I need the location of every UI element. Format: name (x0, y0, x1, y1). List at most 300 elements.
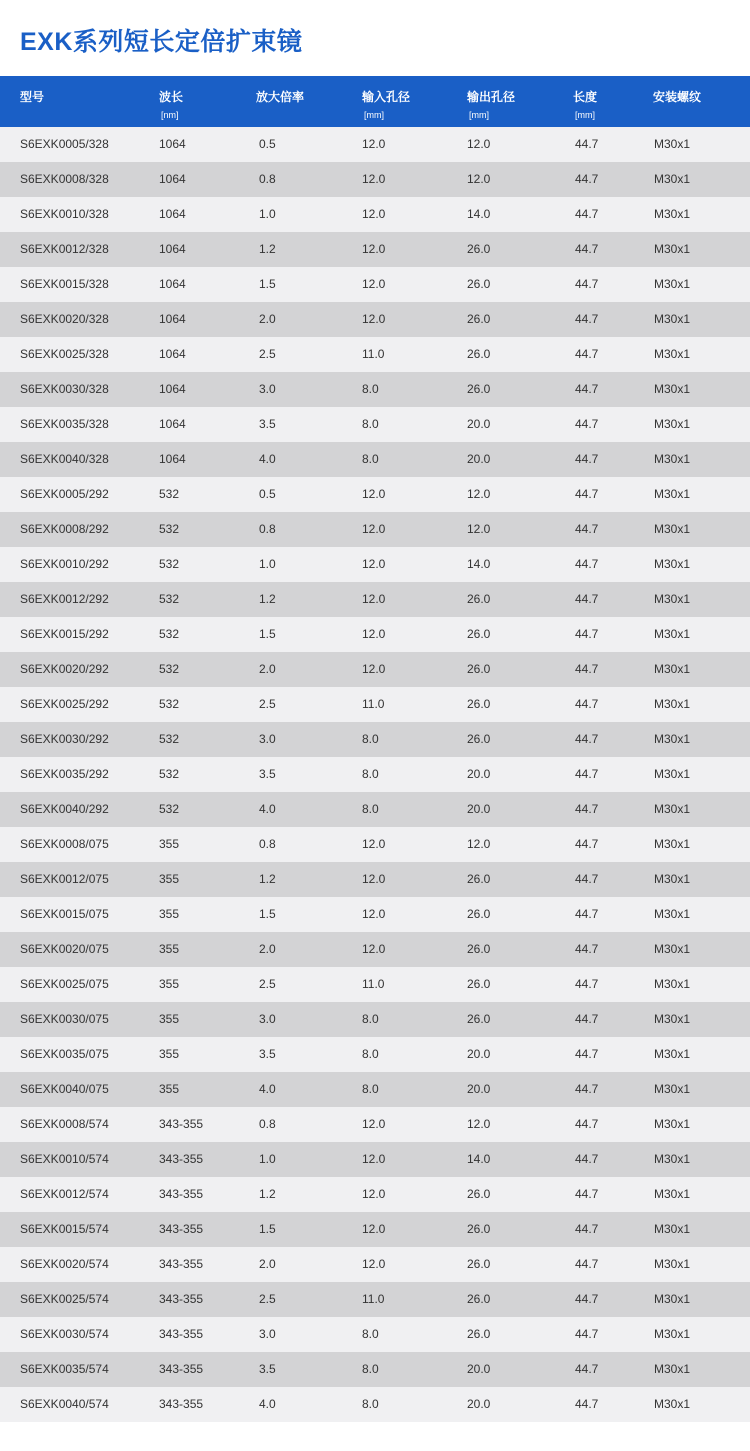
cell-model: S6EXK0030/574 (20, 1327, 109, 1341)
cell-length: 44.7 (575, 1362, 599, 1376)
cell-mount-thread: M30x1 (654, 1047, 691, 1061)
cell-wavelength: 355 (159, 907, 180, 921)
cell-model: S6EXK0005/328 (20, 137, 109, 151)
cell-wavelength: 532 (159, 697, 180, 711)
cell-model: S6EXK0005/292 (20, 487, 109, 501)
cell-wavelength: 355 (159, 872, 180, 886)
cell-magnification: 4.0 (259, 452, 276, 466)
cell-input-aperture: 11.0 (362, 697, 385, 711)
cell-mount-thread: M30x1 (654, 137, 691, 151)
header-wavelength-unit: [nm] (161, 110, 179, 120)
cell-magnification: 2.0 (259, 662, 276, 676)
cell-model: S6EXK0040/574 (20, 1397, 109, 1411)
cell-wavelength: 1064 (159, 172, 186, 186)
table-row (0, 897, 750, 932)
table-row (0, 1142, 750, 1177)
cell-length: 44.7 (575, 487, 599, 501)
cell-mount-thread: M30x1 (654, 977, 691, 991)
cell-model: S6EXK0030/075 (20, 1012, 109, 1026)
table-row (0, 127, 750, 162)
header-magnification (256, 88, 304, 105)
cell-input-aperture: 12.0 (362, 242, 386, 256)
cell-model: S6EXK0025/075 (20, 977, 109, 991)
cell-wavelength: 343-355 (159, 1257, 204, 1271)
cell-mount-thread: M30x1 (654, 1222, 691, 1236)
cell-input-aperture: 8.0 (362, 1082, 379, 1096)
table-row (0, 1317, 750, 1352)
cell-mount-thread: M30x1 (654, 487, 691, 501)
cell-wavelength: 1064 (159, 242, 186, 256)
cell-wavelength: 1064 (159, 312, 186, 326)
cell-output-aperture: 20.0 (467, 417, 491, 431)
cell-mount-thread: M30x1 (654, 557, 691, 571)
cell-input-aperture: 12.0 (362, 1152, 386, 1166)
cell-length: 44.7 (575, 312, 599, 326)
cell-input-aperture: 8.0 (362, 1362, 379, 1376)
cell-output-aperture: 20.0 (467, 802, 491, 816)
cell-model: S6EXK0040/292 (20, 802, 109, 816)
cell-model: S6EXK0025/292 (20, 697, 109, 711)
cell-length: 44.7 (575, 1152, 599, 1166)
table-row (0, 232, 750, 267)
header-length-unit: [mm] (575, 110, 595, 120)
cell-output-aperture: 20.0 (467, 452, 491, 466)
cell-magnification: 1.2 (259, 242, 276, 256)
cell-input-aperture: 8.0 (362, 452, 379, 466)
cell-wavelength: 355 (159, 942, 180, 956)
cell-output-aperture: 12.0 (467, 172, 491, 186)
cell-model: S6EXK0010/292 (20, 557, 109, 571)
cell-length: 44.7 (575, 417, 599, 431)
table-row (0, 687, 750, 722)
cell-wavelength: 355 (159, 1012, 180, 1026)
header-length (573, 88, 597, 120)
cell-output-aperture: 26.0 (467, 592, 491, 606)
cell-mount-thread: M30x1 (654, 522, 691, 536)
table-row (0, 757, 750, 792)
cell-length: 44.7 (575, 172, 599, 186)
cell-magnification: 1.5 (259, 277, 276, 291)
cell-output-aperture: 26.0 (467, 1257, 491, 1271)
cell-input-aperture: 8.0 (362, 1397, 379, 1411)
header-output-aperture (467, 88, 515, 120)
cell-mount-thread: M30x1 (654, 1152, 691, 1166)
cell-model: S6EXK0020/574 (20, 1257, 109, 1271)
cell-mount-thread: M30x1 (654, 872, 691, 886)
cell-length: 44.7 (575, 802, 599, 816)
cell-output-aperture: 26.0 (467, 347, 491, 361)
cell-input-aperture: 12.0 (362, 627, 386, 641)
cell-output-aperture: 26.0 (467, 942, 491, 956)
cell-magnification: 3.0 (259, 382, 276, 396)
cell-input-aperture: 12.0 (362, 1187, 386, 1201)
table-header (0, 76, 750, 127)
cell-mount-thread: M30x1 (654, 172, 691, 186)
cell-magnification: 2.0 (259, 1257, 276, 1271)
cell-model: S6EXK0010/574 (20, 1152, 109, 1166)
cell-magnification: 1.5 (259, 1222, 276, 1236)
cell-model: S6EXK0008/328 (20, 172, 109, 186)
table-row (0, 1037, 750, 1072)
header-length-label: 长度 (573, 90, 598, 104)
cell-model: S6EXK0010/328 (20, 207, 109, 221)
cell-output-aperture: 12.0 (467, 137, 491, 151)
cell-model: S6EXK0025/328 (20, 347, 109, 361)
cell-length: 44.7 (575, 1012, 599, 1026)
cell-wavelength: 532 (159, 767, 180, 781)
cell-mount-thread: M30x1 (654, 1117, 691, 1131)
cell-magnification: 1.5 (259, 627, 276, 641)
spec-table (0, 76, 750, 1422)
table-row (0, 582, 750, 617)
cell-magnification: 0.5 (259, 137, 276, 151)
cell-length: 44.7 (575, 522, 599, 536)
cell-output-aperture: 26.0 (467, 977, 491, 991)
cell-magnification: 0.8 (259, 837, 276, 851)
cell-length: 44.7 (575, 242, 599, 256)
cell-magnification: 3.5 (259, 767, 276, 781)
cell-output-aperture: 14.0 (467, 557, 491, 571)
cell-length: 44.7 (575, 137, 599, 151)
cell-length: 44.7 (575, 942, 599, 956)
table-row (0, 652, 750, 687)
cell-wavelength: 343-355 (159, 1222, 204, 1236)
cell-magnification: 1.2 (259, 872, 276, 886)
cell-wavelength: 1064 (159, 347, 186, 361)
cell-length: 44.7 (575, 1047, 599, 1061)
cell-mount-thread: M30x1 (654, 452, 691, 466)
header-mount-thread-label: 安装螺纹 (653, 90, 702, 104)
cell-input-aperture: 8.0 (362, 802, 379, 816)
cell-input-aperture: 12.0 (362, 277, 386, 291)
cell-wavelength: 1064 (159, 452, 186, 466)
cell-model: S6EXK0008/574 (20, 1117, 109, 1131)
header-wavelength-label: 波长 (159, 90, 184, 104)
cell-model: S6EXK0030/292 (20, 732, 109, 746)
cell-input-aperture: 12.0 (362, 592, 386, 606)
cell-length: 44.7 (575, 1117, 599, 1131)
cell-model: S6EXK0015/574 (20, 1222, 109, 1236)
cell-mount-thread: M30x1 (654, 697, 691, 711)
cell-model: S6EXK0015/328 (20, 277, 109, 291)
cell-wavelength: 355 (159, 1047, 180, 1061)
cell-mount-thread: M30x1 (654, 1012, 691, 1026)
table-row (0, 162, 750, 197)
cell-model: S6EXK0012/075 (20, 872, 109, 886)
cell-length: 44.7 (575, 837, 599, 851)
table-row (0, 267, 750, 302)
cell-model: S6EXK0035/292 (20, 767, 109, 781)
table-row (0, 1177, 750, 1212)
table-row (0, 1212, 750, 1247)
cell-input-aperture: 11.0 (362, 347, 385, 361)
cell-input-aperture: 12.0 (362, 522, 386, 536)
cell-model: S6EXK0012/574 (20, 1187, 109, 1201)
cell-magnification: 0.8 (259, 522, 276, 536)
cell-magnification: 1.5 (259, 907, 276, 921)
header-model (20, 88, 44, 105)
cell-output-aperture: 12.0 (467, 487, 491, 501)
cell-input-aperture: 12.0 (362, 1257, 386, 1271)
cell-model: S6EXK0020/075 (20, 942, 109, 956)
cell-magnification: 3.5 (259, 1047, 276, 1061)
cell-output-aperture: 26.0 (467, 242, 491, 256)
cell-output-aperture: 20.0 (467, 1047, 491, 1061)
cell-mount-thread: M30x1 (654, 312, 691, 326)
cell-length: 44.7 (575, 872, 599, 886)
cell-input-aperture: 12.0 (362, 312, 386, 326)
cell-wavelength: 343-355 (159, 1292, 204, 1306)
cell-wavelength: 343-355 (159, 1152, 204, 1166)
cell-model: S6EXK0025/574 (20, 1292, 109, 1306)
cell-output-aperture: 26.0 (467, 732, 491, 746)
cell-model: S6EXK0015/292 (20, 627, 109, 641)
cell-input-aperture: 12.0 (362, 1222, 386, 1236)
cell-length: 44.7 (575, 697, 599, 711)
cell-mount-thread: M30x1 (654, 1362, 691, 1376)
cell-length: 44.7 (575, 627, 599, 641)
cell-input-aperture: 8.0 (362, 382, 379, 396)
cell-mount-thread: M30x1 (654, 767, 691, 781)
table-row (0, 827, 750, 862)
cell-wavelength: 343-355 (159, 1327, 204, 1341)
cell-length: 44.7 (575, 557, 599, 571)
cell-input-aperture: 8.0 (362, 732, 379, 746)
cell-magnification: 3.0 (259, 1012, 276, 1026)
cell-output-aperture: 20.0 (467, 1397, 491, 1411)
cell-output-aperture: 26.0 (467, 382, 491, 396)
cell-mount-thread: M30x1 (654, 907, 691, 921)
cell-mount-thread: M30x1 (654, 417, 691, 431)
cell-model: S6EXK0008/075 (20, 837, 109, 851)
cell-length: 44.7 (575, 277, 599, 291)
cell-input-aperture: 12.0 (362, 907, 386, 921)
cell-wavelength: 532 (159, 662, 180, 676)
cell-length: 44.7 (575, 1222, 599, 1236)
cell-wavelength: 343-355 (159, 1362, 204, 1376)
table-row (0, 302, 750, 337)
cell-magnification: 4.0 (259, 1082, 276, 1096)
table-row (0, 372, 750, 407)
cell-output-aperture: 26.0 (467, 1292, 491, 1306)
cell-mount-thread: M30x1 (654, 662, 691, 676)
table-body (0, 127, 750, 1422)
cell-magnification: 3.5 (259, 417, 276, 431)
cell-output-aperture: 14.0 (467, 1152, 491, 1166)
cell-output-aperture: 26.0 (467, 277, 491, 291)
cell-output-aperture: 12.0 (467, 522, 491, 536)
cell-mount-thread: M30x1 (654, 592, 691, 606)
cell-model: S6EXK0035/574 (20, 1362, 109, 1376)
table-row (0, 547, 750, 582)
cell-input-aperture: 12.0 (362, 1117, 386, 1131)
cell-magnification: 2.0 (259, 942, 276, 956)
header-wavelength (159, 88, 183, 120)
cell-wavelength: 532 (159, 557, 180, 571)
cell-model: S6EXK0012/292 (20, 592, 109, 606)
table-row (0, 442, 750, 477)
cell-mount-thread: M30x1 (654, 802, 691, 816)
cell-model: S6EXK0020/292 (20, 662, 109, 676)
cell-length: 44.7 (575, 1082, 599, 1096)
cell-magnification: 1.2 (259, 592, 276, 606)
cell-mount-thread: M30x1 (654, 942, 691, 956)
cell-output-aperture: 20.0 (467, 1082, 491, 1096)
cell-mount-thread: M30x1 (654, 627, 691, 641)
cell-length: 44.7 (575, 1327, 599, 1341)
cell-input-aperture: 12.0 (362, 942, 386, 956)
cell-wavelength: 532 (159, 732, 180, 746)
cell-magnification: 1.0 (259, 207, 276, 221)
cell-input-aperture: 8.0 (362, 417, 379, 431)
cell-mount-thread: M30x1 (654, 1187, 691, 1201)
cell-output-aperture: 12.0 (467, 1117, 491, 1131)
cell-output-aperture: 26.0 (467, 907, 491, 921)
cell-wavelength: 1064 (159, 207, 186, 221)
cell-model: S6EXK0035/075 (20, 1047, 109, 1061)
cell-wavelength: 355 (159, 837, 180, 851)
cell-mount-thread: M30x1 (654, 732, 691, 746)
cell-length: 44.7 (575, 662, 599, 676)
table-row (0, 477, 750, 512)
cell-mount-thread: M30x1 (654, 1292, 691, 1306)
cell-length: 44.7 (575, 207, 599, 221)
header-mount-thread (653, 88, 701, 105)
header-model-label: 型号 (20, 90, 45, 104)
cell-wavelength: 343-355 (159, 1397, 204, 1411)
cell-wavelength: 1064 (159, 417, 186, 431)
cell-magnification: 4.0 (259, 1397, 276, 1411)
cell-magnification: 1.2 (259, 1187, 276, 1201)
cell-mount-thread: M30x1 (654, 1257, 691, 1271)
table-row (0, 1352, 750, 1387)
cell-wavelength: 343-355 (159, 1117, 204, 1131)
cell-magnification: 1.0 (259, 1152, 276, 1166)
header-output-aperture-label: 输出孔径 (467, 90, 516, 104)
cell-input-aperture: 12.0 (362, 487, 386, 501)
cell-input-aperture: 12.0 (362, 557, 386, 571)
cell-input-aperture: 12.0 (362, 662, 386, 676)
header-output-aperture-unit: [mm] (469, 110, 489, 120)
cell-output-aperture: 26.0 (467, 872, 491, 886)
table-row (0, 1387, 750, 1422)
cell-input-aperture: 8.0 (362, 767, 379, 781)
header-input-aperture (362, 88, 410, 120)
cell-output-aperture: 20.0 (467, 767, 491, 781)
cell-input-aperture: 12.0 (362, 137, 386, 151)
table-row (0, 1247, 750, 1282)
cell-wavelength: 532 (159, 592, 180, 606)
cell-model: S6EXK0020/328 (20, 312, 109, 326)
cell-input-aperture: 12.0 (362, 172, 386, 186)
cell-magnification: 3.0 (259, 732, 276, 746)
cell-length: 44.7 (575, 977, 599, 991)
cell-magnification: 3.5 (259, 1362, 276, 1376)
cell-mount-thread: M30x1 (654, 277, 691, 291)
cell-model: S6EXK0015/075 (20, 907, 109, 921)
table-row (0, 197, 750, 232)
cell-wavelength: 1064 (159, 277, 186, 291)
cell-length: 44.7 (575, 382, 599, 396)
cell-input-aperture: 11.0 (362, 1292, 385, 1306)
cell-length: 44.7 (575, 767, 599, 781)
cell-magnification: 0.5 (259, 487, 276, 501)
cell-wavelength: 1064 (159, 137, 186, 151)
cell-input-aperture: 8.0 (362, 1047, 379, 1061)
cell-input-aperture: 8.0 (362, 1012, 379, 1026)
cell-output-aperture: 14.0 (467, 207, 491, 221)
table-row (0, 862, 750, 897)
cell-output-aperture: 26.0 (467, 662, 491, 676)
table-row (0, 512, 750, 547)
cell-magnification: 2.5 (259, 1292, 276, 1306)
cell-length: 44.7 (575, 347, 599, 361)
table-row (0, 722, 750, 757)
table-row (0, 1282, 750, 1317)
cell-input-aperture: 8.0 (362, 1327, 379, 1341)
cell-output-aperture: 26.0 (467, 1222, 491, 1236)
cell-mount-thread: M30x1 (654, 207, 691, 221)
page-title: EXK系列短长定倍扩束镜 (20, 28, 303, 56)
cell-wavelength: 532 (159, 487, 180, 501)
header-magnification-label: 放大倍率 (256, 90, 305, 104)
cell-wavelength: 355 (159, 1082, 180, 1096)
cell-magnification: 2.5 (259, 977, 276, 991)
cell-output-aperture: 26.0 (467, 1012, 491, 1026)
table-row (0, 967, 750, 1002)
table-row (0, 407, 750, 442)
table-row (0, 617, 750, 652)
cell-length: 44.7 (575, 452, 599, 466)
cell-output-aperture: 26.0 (467, 627, 491, 641)
cell-mount-thread: M30x1 (654, 837, 691, 851)
cell-magnification: 1.0 (259, 557, 276, 571)
cell-length: 44.7 (575, 1257, 599, 1271)
cell-model: S6EXK0040/328 (20, 452, 109, 466)
cell-mount-thread: M30x1 (654, 242, 691, 256)
table-row (0, 337, 750, 372)
cell-mount-thread: M30x1 (654, 1082, 691, 1096)
cell-input-aperture: 12.0 (362, 872, 386, 886)
cell-magnification: 3.0 (259, 1327, 276, 1341)
cell-output-aperture: 26.0 (467, 1327, 491, 1341)
cell-model: S6EXK0008/292 (20, 522, 109, 536)
cell-output-aperture: 12.0 (467, 837, 491, 851)
cell-mount-thread: M30x1 (654, 347, 691, 361)
cell-wavelength: 532 (159, 522, 180, 536)
cell-wavelength: 532 (159, 802, 180, 816)
cell-wavelength: 532 (159, 627, 180, 641)
cell-mount-thread: M30x1 (654, 382, 691, 396)
cell-wavelength: 355 (159, 977, 180, 991)
cell-output-aperture: 26.0 (467, 312, 491, 326)
table-row (0, 1107, 750, 1142)
cell-magnification: 0.8 (259, 1117, 276, 1131)
cell-length: 44.7 (575, 1397, 599, 1411)
table-row (0, 1072, 750, 1107)
cell-magnification: 2.5 (259, 347, 276, 361)
cell-magnification: 4.0 (259, 802, 276, 816)
cell-magnification: 2.0 (259, 312, 276, 326)
table-row (0, 792, 750, 827)
table-row (0, 1002, 750, 1037)
cell-output-aperture: 26.0 (467, 1187, 491, 1201)
cell-output-aperture: 20.0 (467, 1362, 491, 1376)
cell-mount-thread: M30x1 (654, 1397, 691, 1411)
cell-length: 44.7 (575, 732, 599, 746)
cell-model: S6EXK0040/075 (20, 1082, 109, 1096)
cell-wavelength: 1064 (159, 382, 186, 396)
